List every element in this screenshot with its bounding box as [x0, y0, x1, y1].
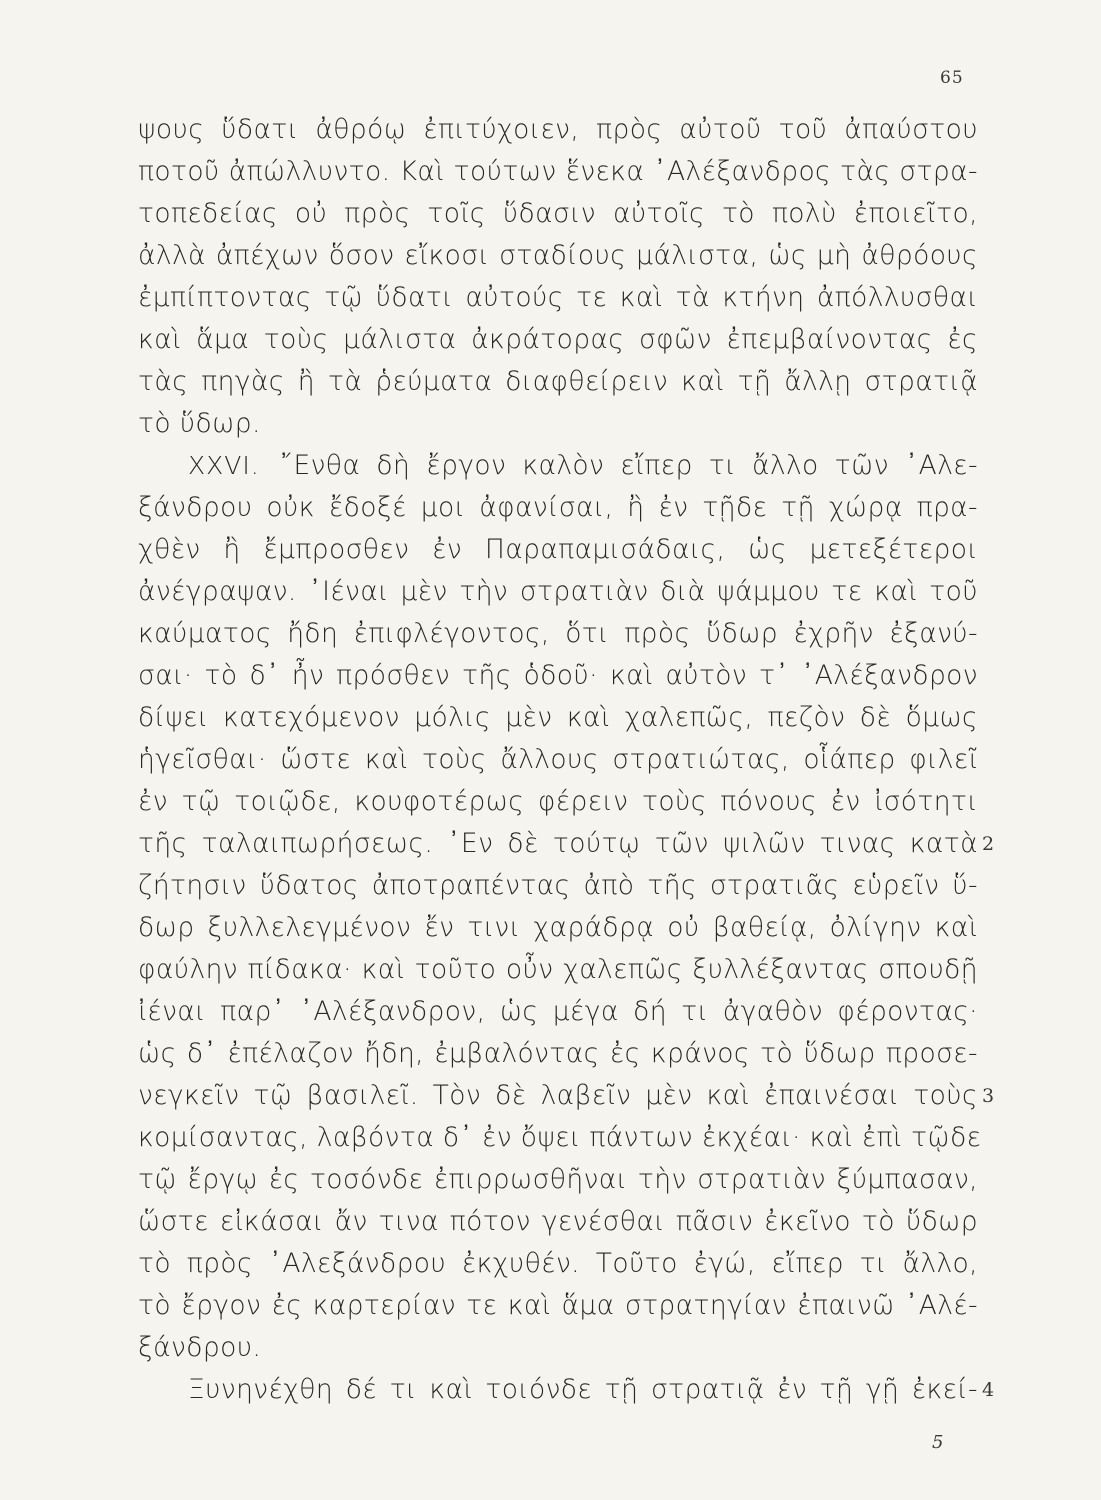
- text-line: δίψει κατεχόμενον μόλις μὲν καὶ χαλεπῶς, πεζὸν δὲ ὅμως: [138, 702, 978, 733]
- text-line: δωρ ξυλλελεγμένον ἔν τινι χαράδρᾳ οὐ βαθείᾳ, ὀλίγην καὶ: [138, 912, 978, 943]
- text-line: Ξυνηνέχθη δέ τι καὶ τοιόνδε τῇ στρατιᾷ ἐν τῇ γῇ ἐκεί-: [188, 1374, 978, 1405]
- text-line: τοπεδείας οὐ πρὸς τοῖς ὕδασιν αὐτοῖς τὸ πολὺ ἐποιεῖτο,: [138, 198, 978, 229]
- chapter-first-line: [188, 445, 978, 487]
- section-number: 3: [982, 1085, 995, 1107]
- text-line: ξάνδρου οὐκ ἔδοξέ μοι ἀφανίσαι, ἢ ἐν τῇδε τῇ χώρᾳ πρα-: [138, 492, 978, 523]
- text-line: ἀλλὰ ἀπέχων ὅσον εἴκοσι σταδίους μάλιστα, ὡς μὴ ἀθρόους: [138, 240, 978, 271]
- text-line: νεγκεῖν τῷ βασιλεῖ. Τὸν δὲ λαβεῖν μὲν καὶ ἐπαινέσαι τοὺς: [138, 1080, 978, 1111]
- chapter-number: XXVI.: [188, 451, 260, 480]
- text-line: τὸ ἔργον ἐς καρτερίαν τε καὶ ἅμα στρατηγίαν ἐπαινῶ ᾿Αλέ-: [138, 1290, 978, 1321]
- text-line: τὸ ὕδωρ.: [138, 408, 261, 439]
- text-line: ἰέναι παρ᾿ ᾿Αλέξανδρον, ὡς μέγα δή τι ἀγαθὸν φέροντας·: [138, 996, 978, 1027]
- text-line: σαι· τὸ δ᾿ ἦν πρόσθεν τῆς ὁδοῦ· καὶ αὐτὸν τ᾿ ᾿Αλέξανδρον: [138, 660, 978, 691]
- text-line: ἐν τῷ τοιῷδε, κουφοτέρως φέρειν τοὺς πόνους ἐν ἰσότητι: [138, 786, 978, 817]
- text-line: καύματος ἤδη ἐπιφλέγοντος, ὅτι πρὸς ὕδωρ ἐχρῆν ἐξανύ-: [138, 618, 978, 649]
- text-line: τῷ ἔργῳ ἐς τοσόνδε ἐπιρρωσθῆναι τὴν στρατιὰν ξύμπασαν,: [138, 1164, 978, 1195]
- text-line: ξάνδρου.: [138, 1332, 262, 1363]
- page-number: 65: [940, 68, 964, 88]
- text-line: ὥστε εἰκάσαι ἄν τινα πότον γενέσθαι πᾶσιν ἐκεῖνο τὸ ὕδωρ: [138, 1206, 978, 1237]
- text-line: τὰς πηγὰς ἢ τὰ ῥεύματα διαφθείρειν καὶ τῇ ἄλλῃ στρατιᾷ: [138, 366, 978, 397]
- text-line: κομίσαντας, λαβόντα δ᾿ ἐν ὄψει πάντων ἐκχέαι· καὶ ἐπὶ τῷδε: [138, 1122, 982, 1153]
- section-number: 4: [982, 1379, 995, 1401]
- text-line: ἀνέγραψαν. ᾿Ιέναι μὲν τὴν στρατιὰν διὰ ψάμμου τε καὶ τοῦ: [138, 576, 978, 607]
- text-line: ἐμπίπτοντας τῷ ὕδατι αὐτούς τε καὶ τὰ κτήνη ἀπόλλυσθαι: [138, 282, 978, 313]
- text-line: τῆς ταλαιπωρήσεως. ᾿Εν δὲ τούτῳ τῶν ψιλῶν τινας κατὰ: [138, 828, 978, 859]
- text-line: ῎Ενθα δὴ ἔργον καλὸν εἴπερ τι ἄλλο τῶν ᾿Αλε-: [279, 450, 978, 481]
- text-line: χθὲν ἢ ἔμπροσθεν ἐν Παραπαμισάδαις, ὡς μετεξέτεροι: [138, 534, 978, 565]
- text-line: ψους ὕδατι ἀθρόῳ ἐπιτύχοιεν, πρὸς αὐτοῦ τοῦ ἀπαύστου: [138, 114, 978, 145]
- text-line: ὡς δ᾿ ἐπέλαζον ἤδη, ἐμβαλόντας ἐς κράνος τὸ ὕδωρ προσε-: [138, 1038, 978, 1069]
- section-number: 2: [982, 833, 995, 855]
- signature-mark: 5: [932, 1432, 944, 1453]
- text-line: ἡγεῖσθαι· ὥστε καὶ τοὺς ἄλλους στρατιώτας, οἷάπερ φιλεῖ: [138, 744, 978, 775]
- text-line: καὶ ἅμα τοὺς μάλιστα ἀκράτορας σφῶν ἐπεμβαίνοντας ἐς: [138, 324, 978, 355]
- text-line: τὸ πρὸς ᾿Αλεξάνδρου ἐκχυθέν. Τοῦτο ἐγώ, εἴπερ τι ἄλλο,: [138, 1248, 978, 1279]
- text-line: φαύλην πίδακα· καὶ τοῦτο οὖν χαλεπῶς ξυλλέξαντας σπουδῇ: [138, 954, 978, 985]
- text-line: ζήτησιν ὕδατος ἀποτραπέντας ἀπὸ τῆς στρατιᾶς εὑρεῖν ὕ-: [138, 870, 978, 901]
- text-line: ποτοῦ ἀπώλλυντο. Καὶ τούτων ἕνεκα ᾿Αλέξανδρος τὰς στρα-: [138, 156, 978, 187]
